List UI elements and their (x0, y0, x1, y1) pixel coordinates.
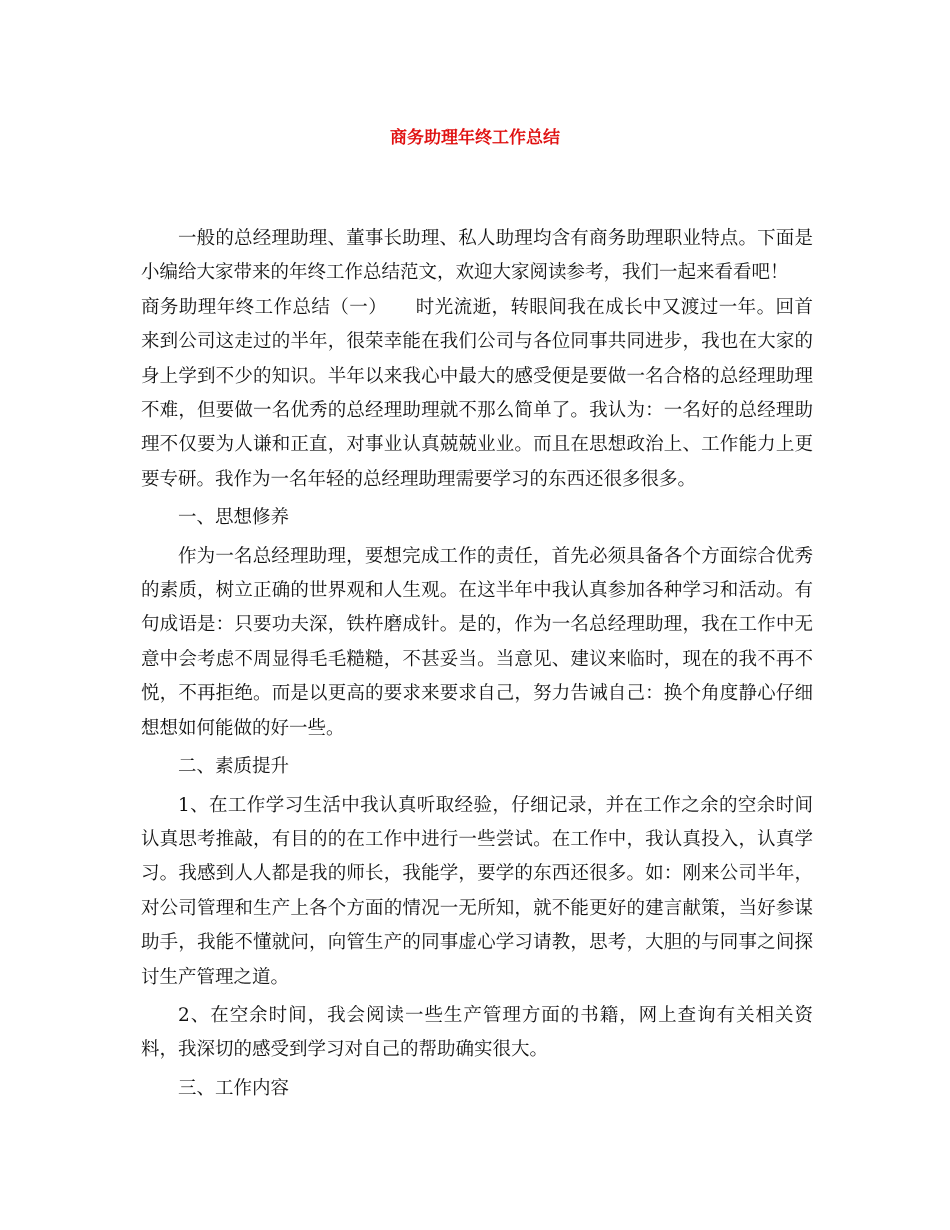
document-body (141, 222, 813, 1106)
heading-quality: 二、素质提升 (178, 756, 290, 778)
heading-thought: 一、思想修养 (178, 507, 290, 529)
quality-paragraph-1: 1、在工作学习生活中我认真听取经验，仔细记录，并在工作之余的空余时间认真思考推敲，有目的的在工作中进行一些尝试。在工作中，我认真投入，认真学习。我感到人人都是我的师长，我能学，要学的东西还很多。如：刚来公司半年，对公司管理和生产上各个方面的情况一无所知，就不能更好的建言献策，当好参谋助手，我能不懂就问，向管生产的同事虚心学习请教，思考，大胆的与同事之间探讨生产管理之道。 (141, 794, 813, 988)
document-title: 商务助理年终工作总结 (390, 128, 560, 148)
section-one-paragraph: 商务助理年终工作总结（一） 时光流逝，转眼间我在成长中又渡过一年。回首来到公司这走过的半年，很荣幸能在我们公司与各位同事共同进步，我也在大家的身上学到不少的知识。半年以来我心中最大的感受便是要做一名合格的总经理助理不难，但要做一名优秀的总经理助理就不那么简单了。我认为：一名好的总经理助理不仅要为人谦和正直，对事业认真兢兢业业。而且在思想政治上、工作能力上更要专研。我作为一名年轻的总经理助理需要学习的东西还很多很多。 (141, 296, 813, 490)
thought-paragraph: 作为一名总经理助理，要想完成工作的责任，首先必须具备各个方面综合优秀的素质，树立正确的世界观和人生观。在这半年中我认真参加各种学习和活动。有句成语是：只要功夫深，铁杵磨成针。是的，作为一名总经理助理，我在工作中无意中会考虑不周显得毛毛糙糙，不甚妥当。当意见、建议来临时，现在的我不再不悦，不再拒绝。而是以更高的要求来要求自己，努力告诫自己：换个角度静心仔细想想如何能做的好一些。 (141, 545, 813, 739)
heading-work: 三、工作内容 (178, 1077, 290, 1099)
intro-paragraph: 一般的总经理助理、董事长助理、私人助理均含有商务助理职业特点。下面是小编给大家带来的年终工作总结范文，欢迎大家阅读参考，我们一起来看看吧！ (141, 228, 813, 284)
quality-paragraph-2: 2、在空余时间，我会阅读一些生产管理方面的书籍，网上查询有关相关资料，我深切的感受到学习对自己的帮助确实很大。 (141, 1004, 813, 1061)
